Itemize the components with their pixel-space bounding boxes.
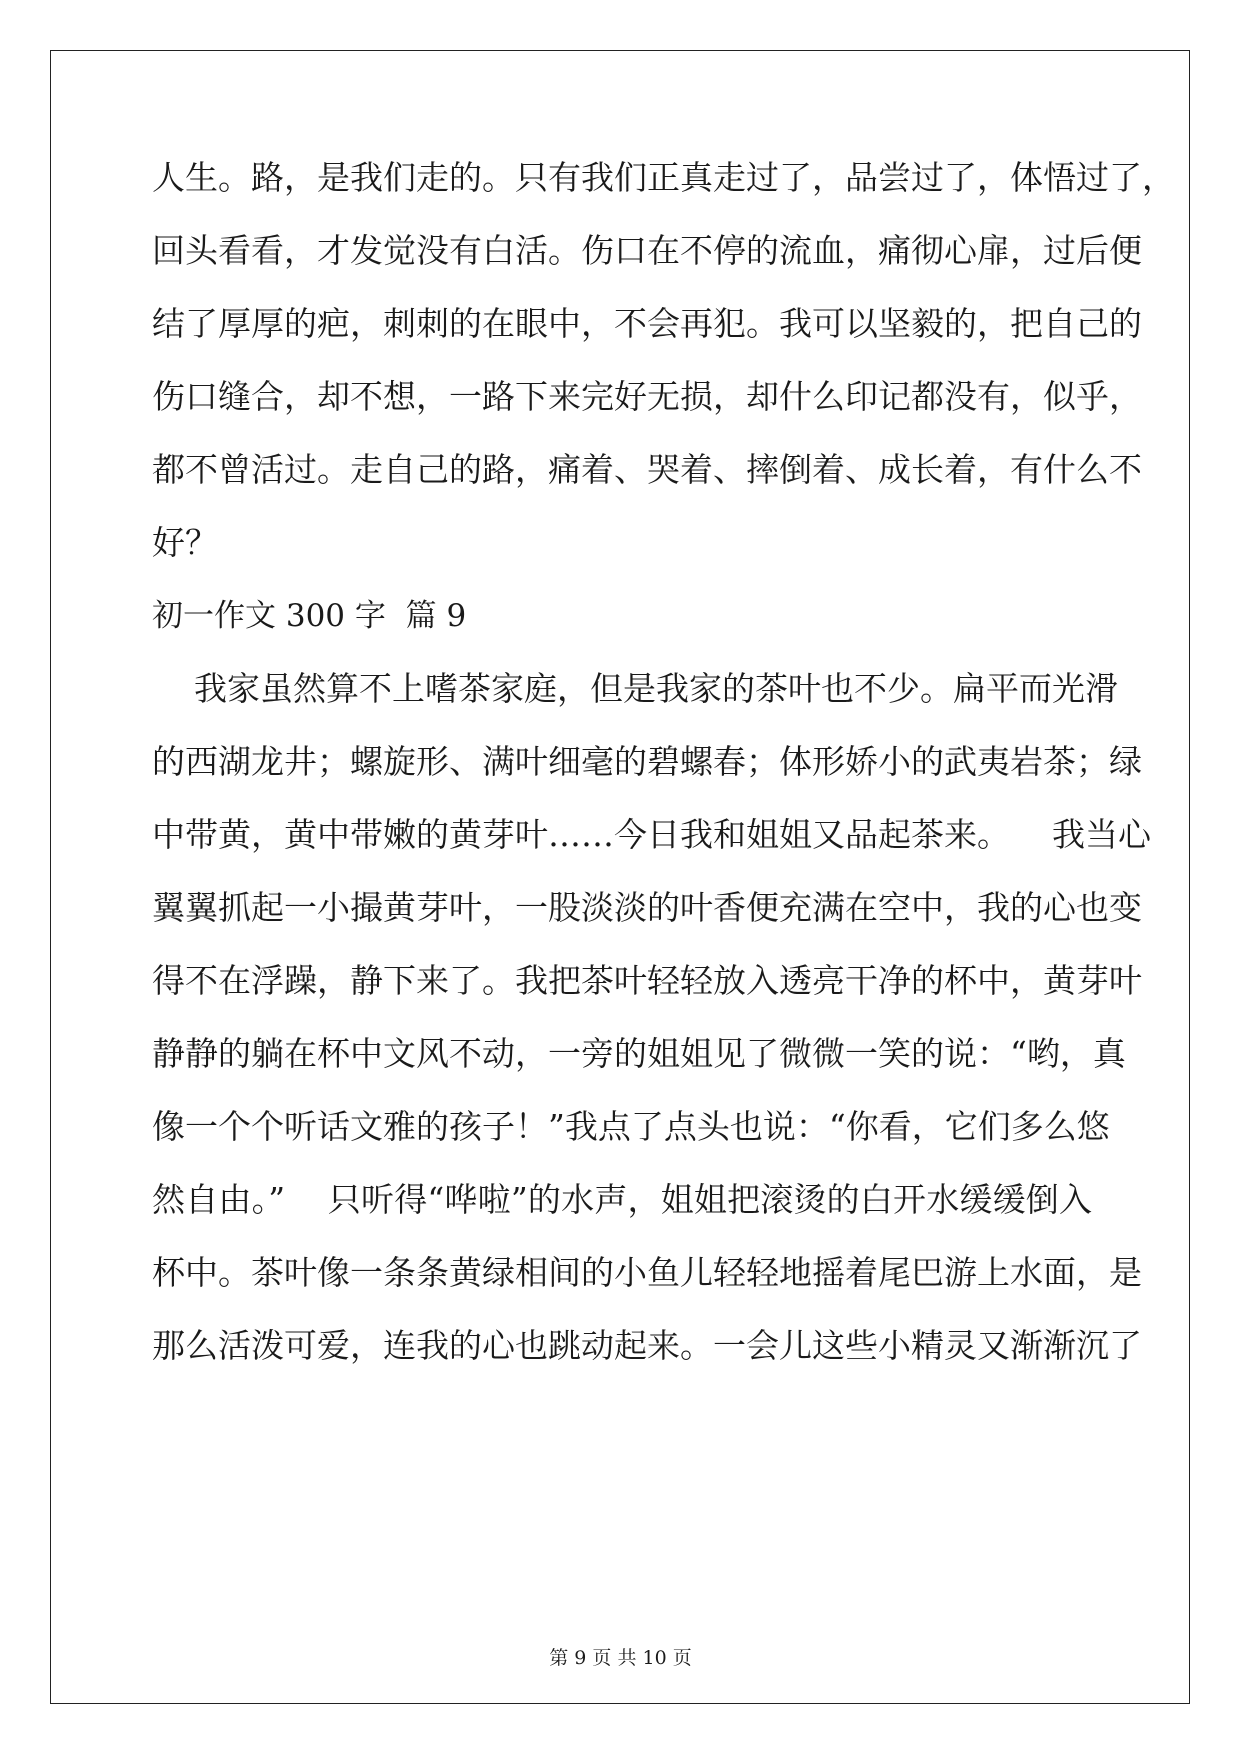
text-line: 都不曾活过。走自己的路，痛着、哭着、摔倒着、成长着，有什么不 bbox=[152, 450, 1142, 489]
text-line: 好？ bbox=[152, 523, 218, 562]
text-line: 的西湖龙井；螺旋形、满叶细毫的碧螺春；体形娇小的武夷岩茶；绿 bbox=[152, 742, 1142, 781]
text-line: 那么活泼可爱，连我的心也跳动起来。一会儿这些小精灵又渐渐沉了 bbox=[152, 1326, 1142, 1365]
text-line: 翼翼抓起一小撮黄芽叶，一股淡淡的叶香便充满在空中，我的心也变 bbox=[152, 888, 1142, 927]
text-line: 中带黄，黄中带嫩的黄芽叶……今日我和姐姐又品起茶来。 我当心 bbox=[152, 815, 1151, 854]
text-line: 回头看看，才发觉没有白活。伤口在不停的流血，痛彻心扉，过后便 bbox=[152, 231, 1142, 270]
text-line: 静静的躺在杯中文风不动，一旁的姐姐见了微微一笑的说：“哟，真 bbox=[152, 1034, 1126, 1073]
text-line: 结了厚厚的疤，刺刺的在眼中，不会再犯。我可以坚毅的，把自己的 bbox=[152, 304, 1142, 343]
text-line: 人生。路，是我们走的。只有我们正真走过了，品尝过了，体悟过了， bbox=[152, 158, 1175, 197]
text-line: 杯中。茶叶像一条条黄绿相间的小鱼儿轻轻地摇着尾巴游上水面，是 bbox=[152, 1253, 1142, 1292]
text-line: 然自由。” 只听得“哗啦”的水声，姐姐把滚烫的白开水缓缓倒入 bbox=[152, 1180, 1092, 1219]
text-line: 伤口缝合，却不想，一路下来完好无损，却什么印记都没有，似乎， bbox=[152, 377, 1142, 416]
text-line: 我家虽然算不上嗜茶家庭，但是我家的茶叶也不少。扁平而光滑 bbox=[152, 669, 1118, 708]
text-line: 像一个个听话文雅的孩子！”我点了点头也说：“你看，它们多么悠 bbox=[152, 1107, 1110, 1146]
page-footer: 第 9 页 共 10 页 bbox=[549, 1647, 692, 1669]
section-heading: 初一作文 300 字 篇 9 bbox=[152, 598, 467, 634]
text-line: 得不在浮躁，静下来了。我把茶叶轻轻放入透亮干净的杯中，黄芽叶 bbox=[152, 961, 1142, 1000]
